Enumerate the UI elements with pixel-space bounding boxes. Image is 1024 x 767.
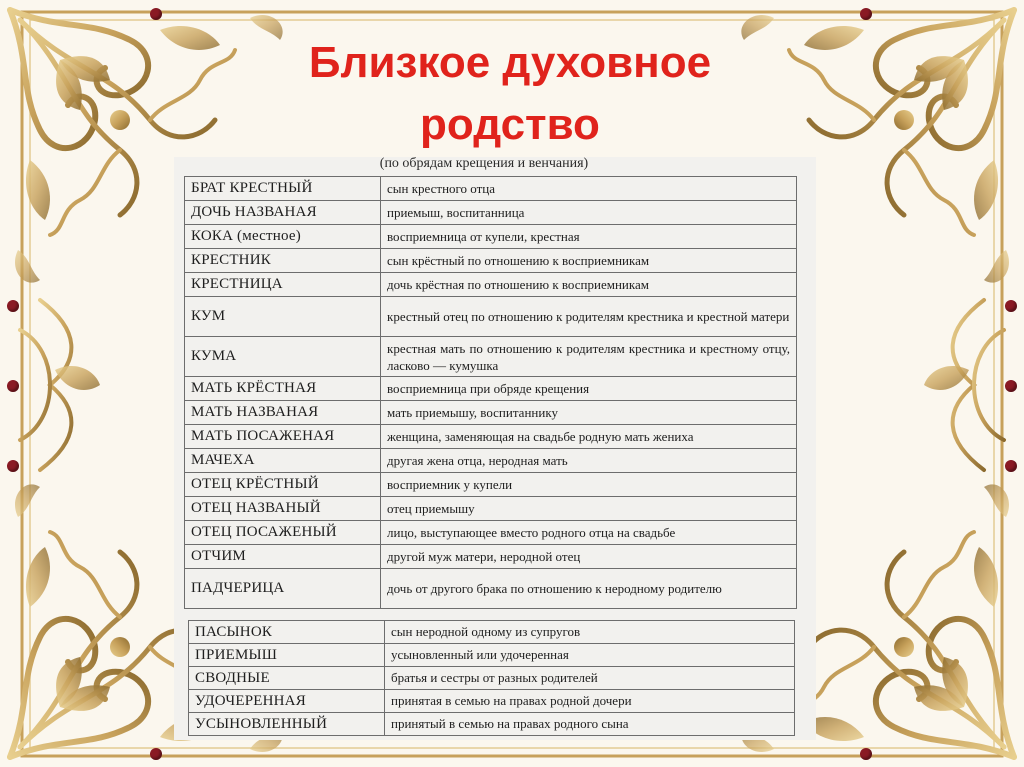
table-row [189,621,795,644]
definition-cell: отец приемышу [381,497,797,521]
table-row [185,473,797,497]
definition-cell: восприемница от купели, крестная [381,225,797,249]
bead-ornament [1005,300,1017,312]
term-cell: ОТЕЦ ПОСАЖЕНЫЙ [185,521,381,545]
table-row [185,177,797,201]
bead-ornament [860,8,872,20]
term-cell: КРЕСТНИК [185,249,381,273]
term-cell: МАТЬ НАЗВАНАЯ [185,401,381,425]
table-row [189,667,795,690]
definition-cell: дочь крёстная по отношению к восприемникам [381,273,797,297]
definition-cell: восприемница при обряде крещения [381,377,797,401]
term-cell: КУМА [185,337,381,377]
definition-cell: другая жена отца, неродная мать [381,449,797,473]
definition-cell: дочь от другого брака по отношению к неродному родителю [381,569,797,609]
definition-cell: крестный отец по отношению к родителям крестника и крестной матери [381,297,797,337]
table-row [185,569,797,609]
term-cell: ДОЧЬ НАЗВАНАЯ [185,201,381,225]
table-row [185,337,797,377]
table-row [189,690,795,713]
term-cell: КУМ [185,297,381,337]
table-row [185,545,797,569]
term-cell: МАТЬ КРЁСТНАЯ [185,377,381,401]
table-row [185,497,797,521]
term-cell: КОКА (местное) [185,225,381,249]
term-cell: ОТЕЦ КРЁСТНЫЙ [185,473,381,497]
bead-ornament [1005,460,1017,472]
table-row [185,401,797,425]
bead-ornament [860,748,872,760]
definition-cell: усыновленный или удочеренная [385,644,795,667]
kinship-table-second [188,620,795,736]
title-line-2: родство [420,100,600,149]
bead-ornament [7,460,19,472]
term-cell: ОТЧИМ [185,545,381,569]
term-cell: ПАДЧЕРИЦА [185,569,381,609]
definition-cell: принятая в семью на правах родной дочери [385,690,795,713]
definition-cell: сын неродной одному из супругов [385,621,795,644]
definition-cell: другой муж матери, неродной отец [381,545,797,569]
definition-cell: восприемник у купели [381,473,797,497]
term-cell: УСЫНОВЛЕННЫЙ [189,713,385,736]
term-cell: ОТЕЦ НАЗВАНЫЙ [185,497,381,521]
definition-cell: сын крёстный по отношению к восприемникам [381,249,797,273]
table-row [185,297,797,337]
table-row [189,644,795,667]
definition-cell: братья и сестры от разных родителей [385,667,795,690]
title-line-1: Близкое духовное [308,38,712,87]
definition-cell: женщина, заменяющая на свадьбе родную мать жениха [381,425,797,449]
term-cell: УДОЧЕРЕННАЯ [189,690,385,713]
term-cell: МАЧЕХА [185,449,381,473]
table-row [185,225,797,249]
term-cell: МАТЬ ПОСАЖЕНАЯ [185,425,381,449]
bead-ornament [7,300,19,312]
bead-ornament [150,748,162,760]
term-cell: КРЕСТНИЦА [185,273,381,297]
table-row [185,273,797,297]
table-row [185,377,797,401]
bead-ornament [1005,380,1017,392]
term-cell: СВОДНЫЕ [189,667,385,690]
slide-title [180,32,840,156]
table-row [185,425,797,449]
table-row [185,449,797,473]
kinship-table-main [184,176,797,609]
definition-cell: крестная мать по отношению к родителям крестника и крестному отцу, ласково — кумушка [381,337,797,377]
table-row [189,713,795,736]
table-row [185,201,797,225]
definition-cell: приемыш, воспитанница [381,201,797,225]
table-row [185,521,797,545]
definition-cell: принятый в семью на правах родного сына [385,713,795,736]
definition-cell: сын крестного отца [381,177,797,201]
bead-ornament [7,380,19,392]
term-cell: БРАТ КРЕСТНЫЙ [185,177,381,201]
term-cell: ПРИЕМЫШ [189,644,385,667]
term-cell: ПАСЫНОК [189,621,385,644]
table-subtitle: (по обрядам крещения и венчания) [379,156,589,171]
definition-cell: мать приемышу, воспитаннику [381,401,797,425]
bead-ornament [150,8,162,20]
table-row [185,249,797,273]
definition-cell: лицо, выступающее вместо родного отца на свадьбе [381,521,797,545]
